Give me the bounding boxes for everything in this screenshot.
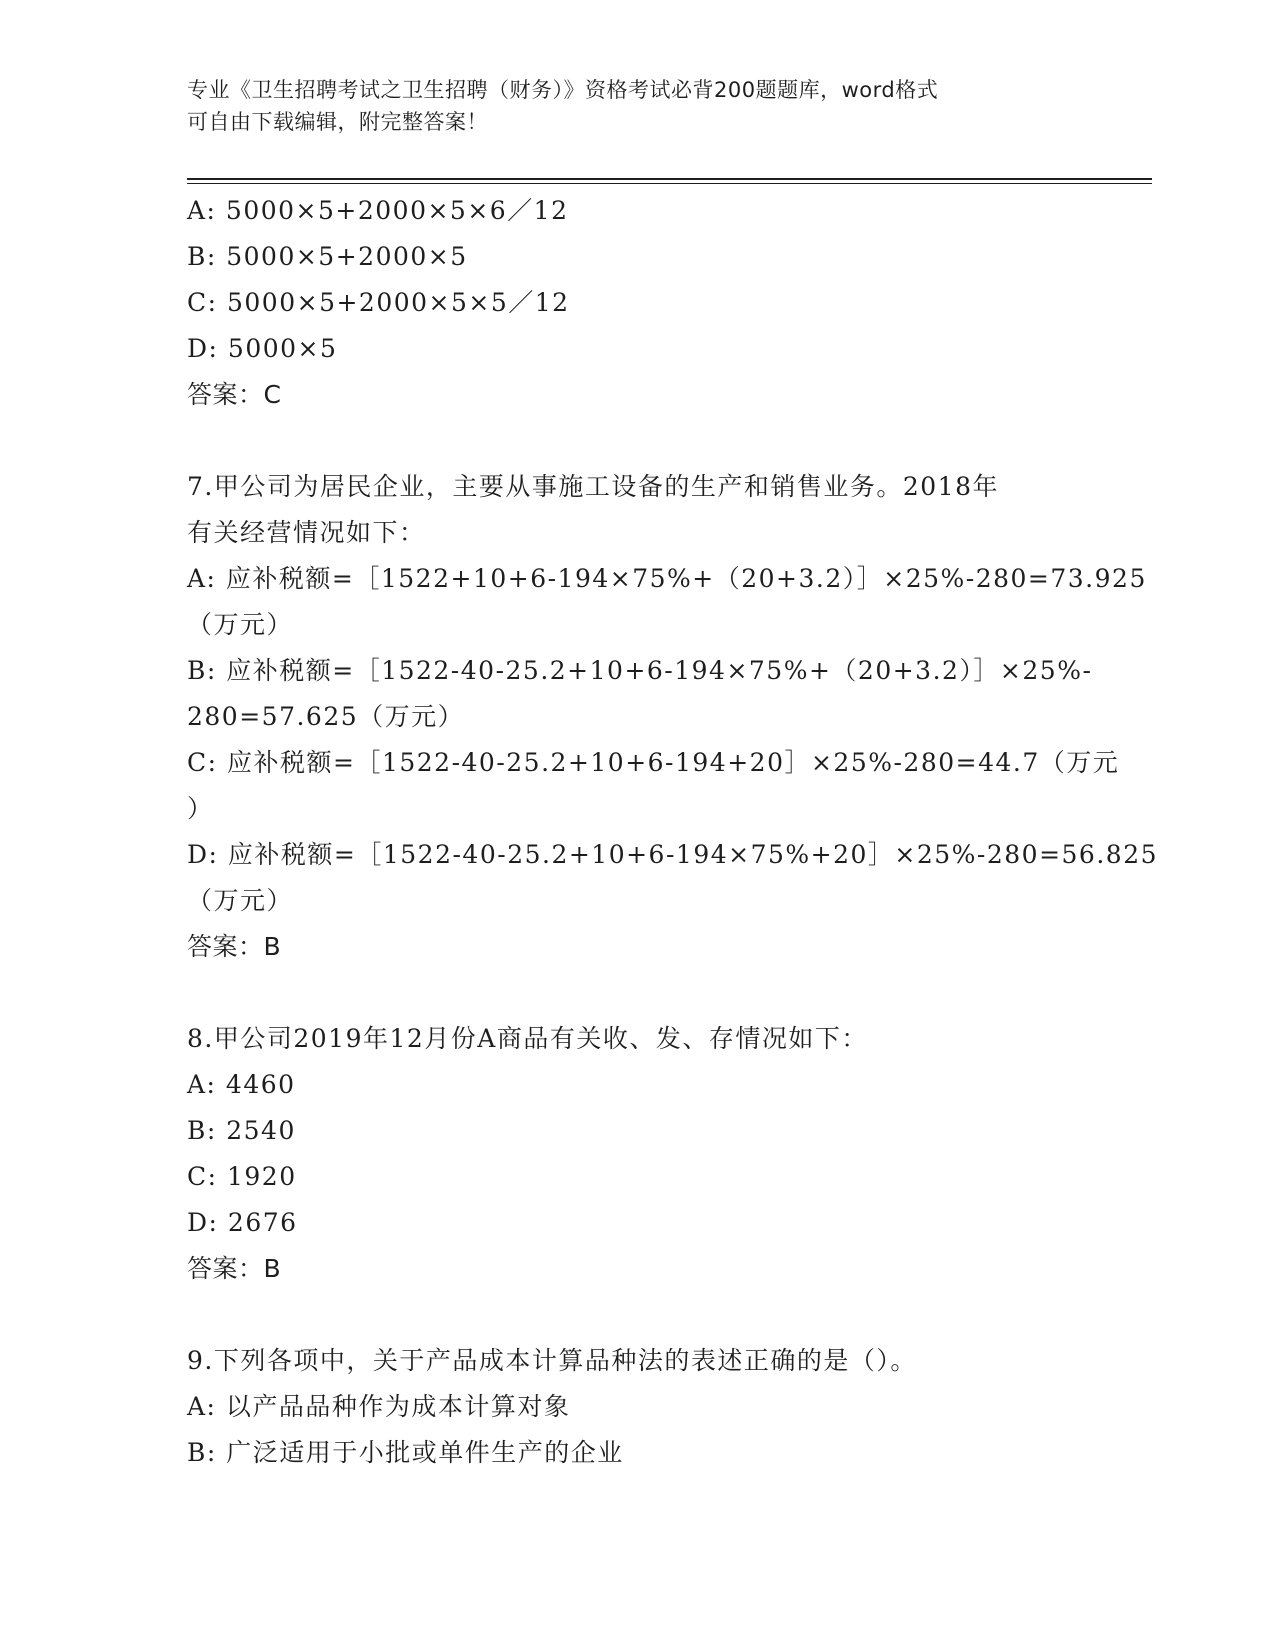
q7-stem-line-2: 有关经营情况如下： xyxy=(187,518,426,547)
header-line-1: 专业《卫生招聘考试之卫生招聘（财务）》资格考试必背200题题库，word格式 xyxy=(187,78,939,102)
q6-option-c: C: 5000×5+2000×5×5／12 xyxy=(187,288,570,317)
document-body xyxy=(187,188,1159,1476)
q6-option-a: A: 5000×5+2000×5×6／12 xyxy=(187,196,569,225)
q9-option-b: B: 广泛适用于小批或单件生产的企业 xyxy=(187,1438,624,1467)
q9-stem: 9.下列各项中，关于产品成本计算品种法的表述正确的是（）。 xyxy=(187,1346,917,1375)
q9-option-a: A: 以产品品种作为成本计算对象 xyxy=(187,1392,571,1421)
q7-option-d-line-2: （万元） xyxy=(187,886,294,915)
q8-option-c: C: 1920 xyxy=(187,1162,297,1191)
q7-option-c-line-1: C: 应补税额=［1522-40-25.2+10+6-194+20］×25%-280=44.7（万元 xyxy=(187,748,1120,777)
q8-answer: 答案：B xyxy=(187,1254,282,1283)
q8-option-a: A: 4460 xyxy=(187,1070,296,1099)
spacer xyxy=(187,1292,1087,1338)
q6-option-b: B: 5000×5+2000×5 xyxy=(187,242,468,271)
spacer xyxy=(187,970,1087,1016)
q6-answer: 答案：C xyxy=(187,380,282,409)
spacer xyxy=(187,418,1087,464)
q8-option-b: B: 2540 xyxy=(187,1116,296,1145)
q7-option-d-line-1: D: 应补税额=［1522-40-25.2+10+6-194×75%+20］×25%-280=56.825 xyxy=(187,840,1159,869)
document-header xyxy=(187,74,1067,138)
q8-option-d: D: 2676 xyxy=(187,1208,298,1237)
q7-option-b-line-1: B: 应补税额=［1522-40-25.2+10+6-194×75%+（20+3.2）］×25%- xyxy=(187,656,1093,685)
header-divider-thick xyxy=(187,178,1152,180)
q7-option-c-line-2: ） xyxy=(187,794,214,823)
header-line-2: 可自由下载编辑，附完整答案！ xyxy=(187,110,488,134)
q8-stem: 8.甲公司2019年12月份A商品有关收、发、存情况如下： xyxy=(187,1024,868,1053)
q7-option-b-line-2: 280=57.625（万元） xyxy=(187,702,465,731)
q7-option-a-line-1: A: 应补税额=［1522+10+6-194×75%+（20+3.2）］×25%-280=73.925 xyxy=(187,564,1147,593)
header-divider-thin xyxy=(187,183,1152,184)
q7-stem-line-1: 7.甲公司为居民企业，主要从事施工设备的生产和销售业务。2018年 xyxy=(187,472,999,501)
q7-option-a-line-2: （万元） xyxy=(187,610,294,639)
q6-option-d: D: 5000×5 xyxy=(187,334,338,363)
q7-answer: 答案：B xyxy=(187,932,282,961)
